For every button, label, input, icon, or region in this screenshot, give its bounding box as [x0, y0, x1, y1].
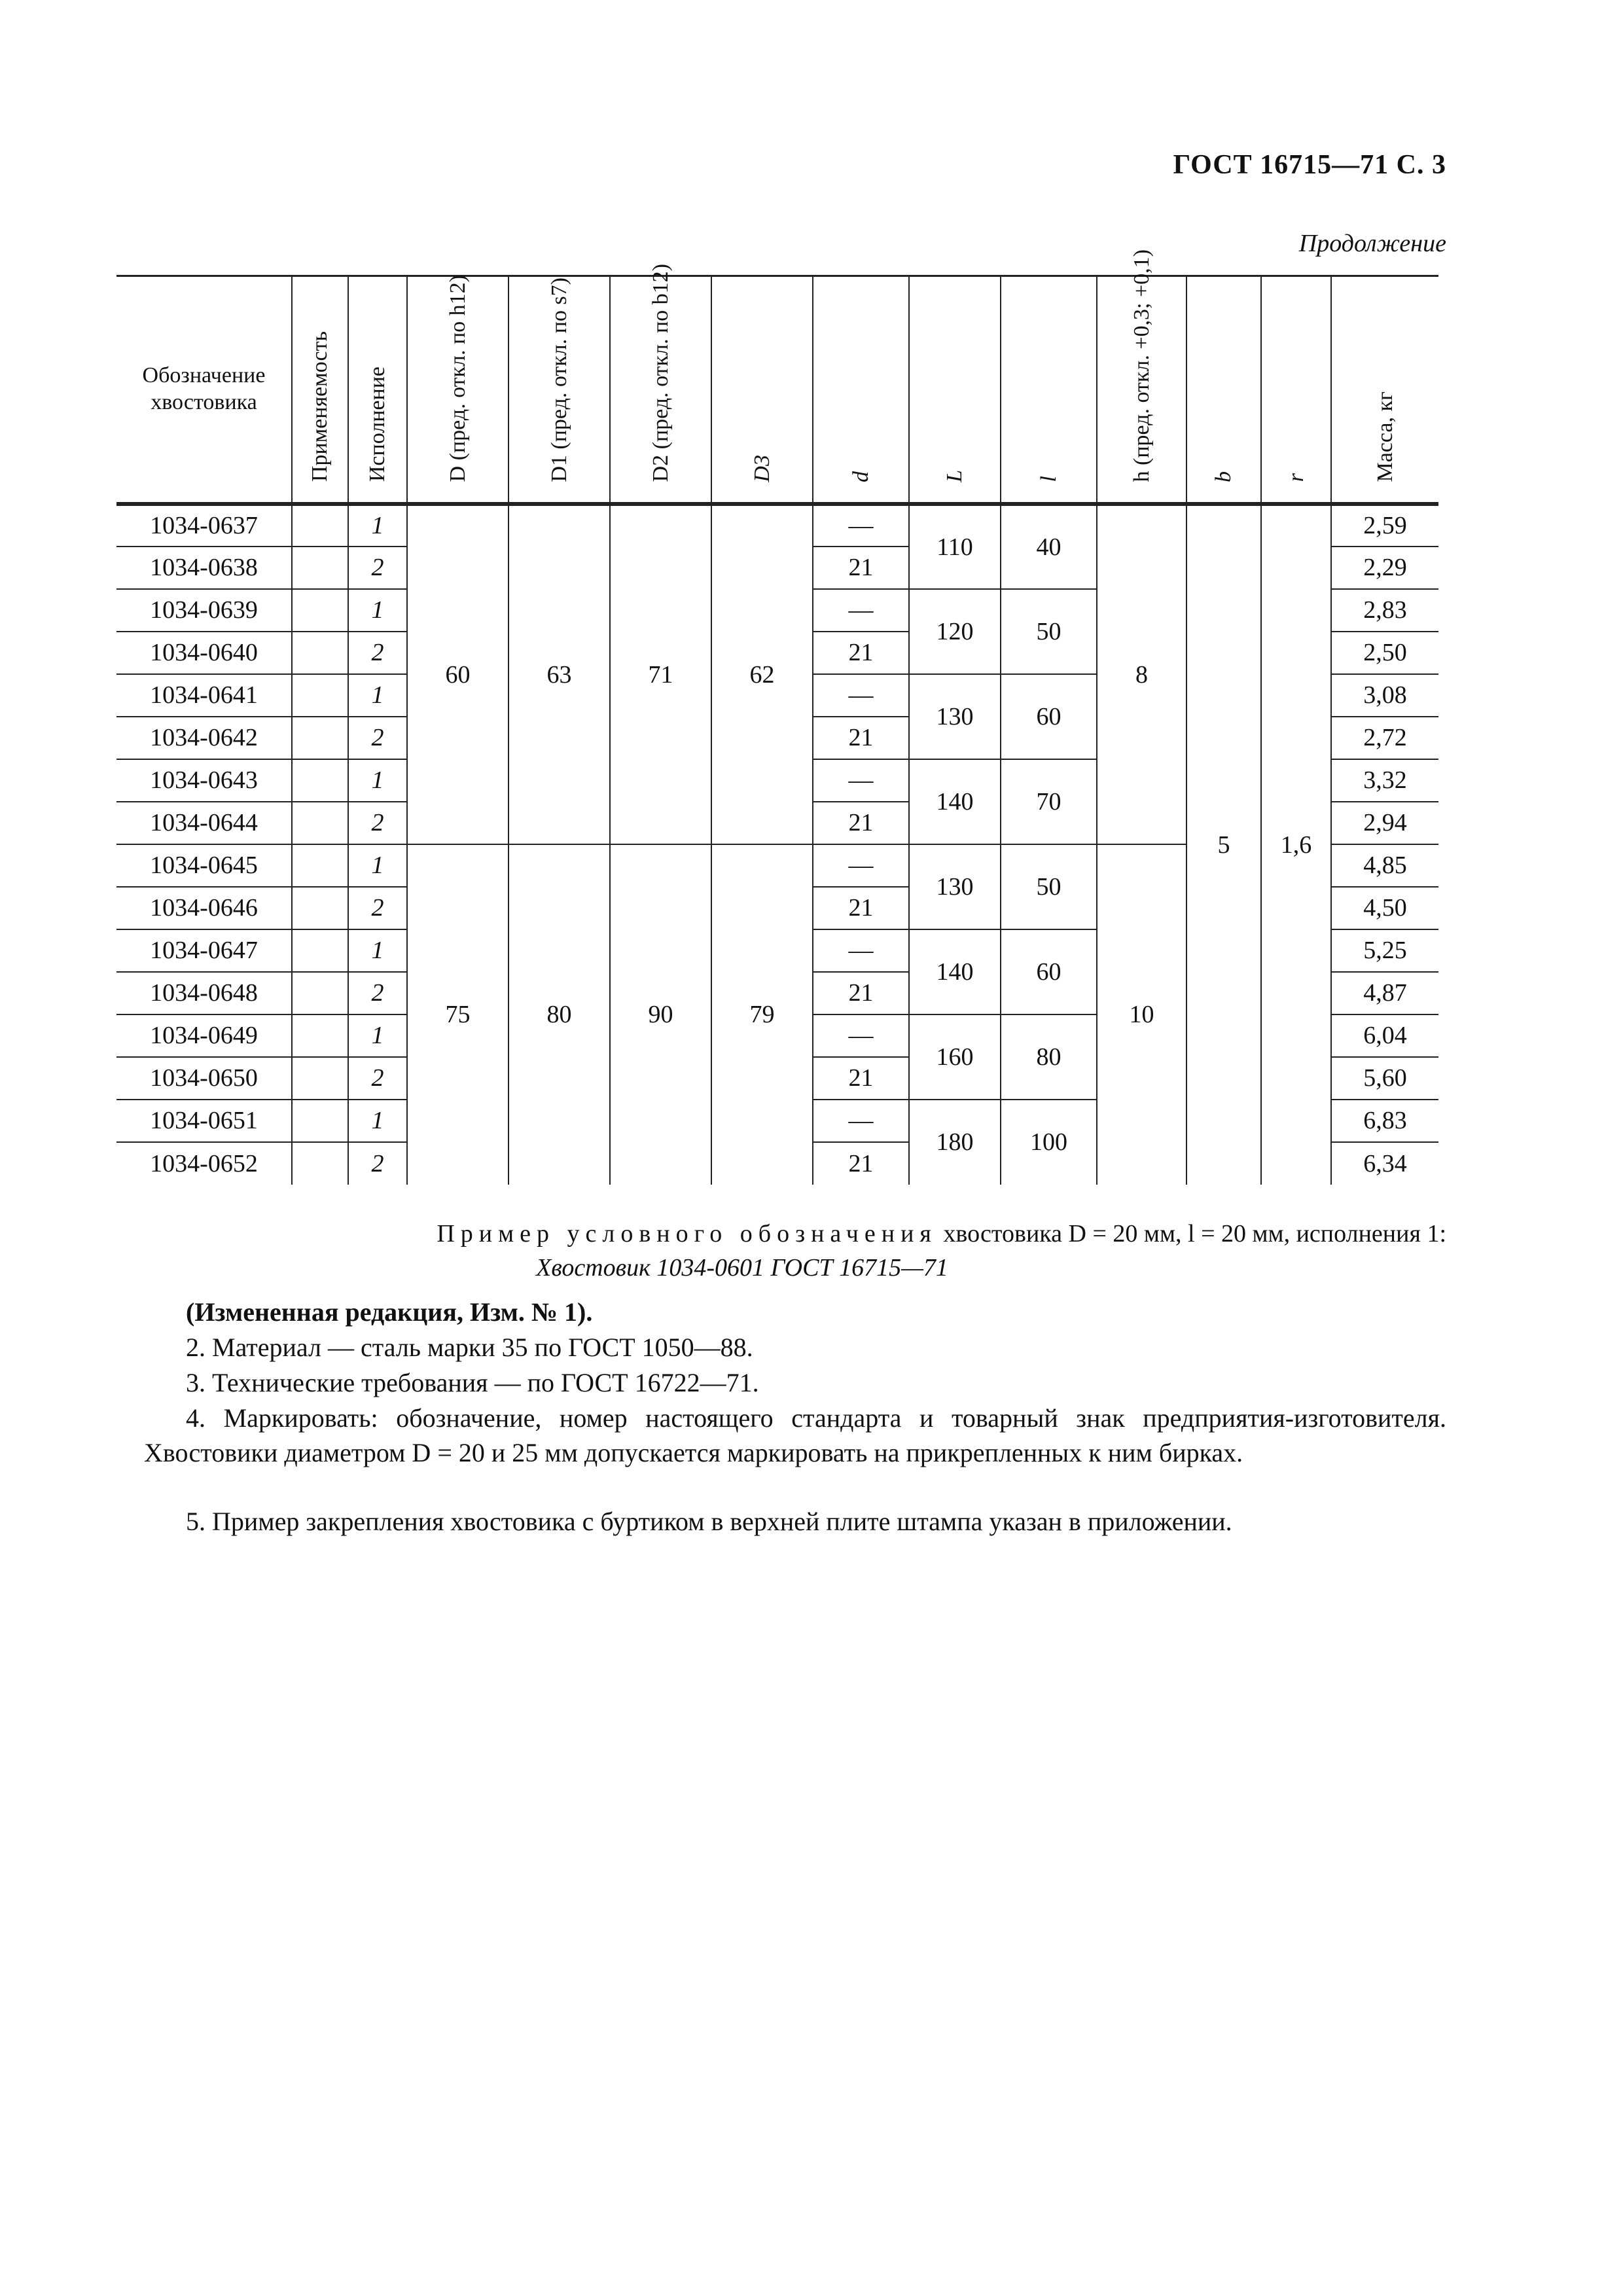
- header-version: Исполнение: [348, 276, 407, 504]
- cell-designation: 1034-0643: [116, 759, 292, 802]
- cell-version: 2: [348, 717, 407, 759]
- header-r: r: [1261, 276, 1331, 504]
- cell-mass: 2,72: [1331, 717, 1438, 759]
- cell-version: 1: [348, 759, 407, 802]
- cell-h: 8: [1097, 504, 1186, 844]
- cell-d: —: [813, 844, 909, 887]
- cell-L: 140: [909, 929, 1001, 1014]
- cell-d: 21: [813, 632, 909, 674]
- cell-D3: 79: [711, 844, 813, 1185]
- table-body: [116, 504, 1438, 1185]
- header-mass: Масса, кг: [1331, 276, 1438, 504]
- cell-version: 1: [348, 1100, 407, 1142]
- cell-version: 2: [348, 632, 407, 674]
- cell-D: 60: [407, 504, 508, 844]
- cell-d: —: [813, 759, 909, 802]
- cell-r: 1,6: [1261, 504, 1331, 1185]
- cell-D2: 90: [610, 844, 711, 1185]
- header-b: b: [1186, 276, 1261, 504]
- cell-mass: 3,32: [1331, 759, 1438, 802]
- cell-l: 80: [1001, 1014, 1097, 1100]
- cell-l: 50: [1001, 589, 1097, 674]
- cell-mass: 5,25: [1331, 929, 1438, 972]
- cell-version: 2: [348, 1142, 407, 1185]
- cell-L: 110: [909, 504, 1001, 589]
- header-applicability: Применяемость: [292, 276, 348, 504]
- cell-l: 40: [1001, 504, 1097, 589]
- cell-L: 160: [909, 1014, 1001, 1100]
- example-line: [186, 1219, 1446, 1248]
- cell-applicability: [292, 632, 348, 674]
- cell-applicability: [292, 802, 348, 844]
- cell-d: —: [813, 504, 909, 547]
- example-text: хвостовика D = 20 мм, l = 20 мм, исполнения 1:: [936, 1220, 1446, 1247]
- header-D: D (пред. откл. по h12): [407, 276, 508, 504]
- cell-designation: 1034-0637: [150, 512, 258, 539]
- header-D1: D1 (пред. откл. по s7): [508, 276, 610, 504]
- cell-mass: 5,60: [1331, 1057, 1438, 1100]
- note-marking: 4. Маркировать: обозначение, номер настоящего стандарта и товарный знак предприятия-изготовителя. Хвостовики диаметром D = 20 и 25 мм допускается маркировать на прикрепленных к ним бирках.: [144, 1403, 1446, 1467]
- example-designation: Хвостовик 1034-0601 ГОСТ 16715—71: [536, 1254, 948, 1282]
- header-l: l: [1001, 276, 1097, 504]
- cell-mass: 4,87: [1331, 972, 1438, 1014]
- cell-L: 130: [909, 844, 1001, 929]
- cell-d: 21: [813, 1057, 909, 1100]
- example-lead: Пример условного обозначения: [437, 1220, 937, 1247]
- cell-applicability: [292, 1057, 348, 1100]
- header-D2: D2 (пред. откл. по b12): [610, 276, 711, 504]
- cell-l: 50: [1001, 844, 1097, 929]
- cell-d: —: [813, 1100, 909, 1142]
- cell-d: 21: [813, 547, 909, 589]
- cell-applicability: [292, 844, 348, 887]
- cell-applicability: [292, 1142, 348, 1185]
- cell-D1: 80: [508, 844, 610, 1185]
- cell-l: 70: [1001, 759, 1097, 844]
- cell-D1: 63: [508, 504, 610, 844]
- cell-version: 2: [348, 547, 407, 589]
- cell-D: 75: [407, 844, 508, 1185]
- cell-applicability: [292, 972, 348, 1014]
- cell-designation: 1034-0646: [116, 887, 292, 929]
- cell-version: 2: [348, 887, 407, 929]
- cell-designation: 1034-0642: [116, 717, 292, 759]
- cell-D2: 71: [610, 504, 711, 844]
- cell-designation: 1034-0640: [116, 632, 292, 674]
- cell-designation: 1034-0648: [116, 972, 292, 1014]
- continuation-label: Продолжение: [1298, 230, 1446, 257]
- specification-table: [116, 249, 1438, 1185]
- cell-h: 10: [1097, 844, 1186, 1185]
- cell-version: 1: [348, 504, 407, 547]
- cell-version: 1: [348, 1014, 407, 1057]
- header-L: L: [909, 276, 1001, 504]
- cell-version: 1: [348, 674, 407, 717]
- cell-mass: 2,94: [1331, 802, 1438, 844]
- cell-applicability: [292, 504, 348, 547]
- page-header: ГОСТ 16715—71 С. 3: [1173, 150, 1446, 180]
- cell-d: —: [813, 1014, 909, 1057]
- cell-designation: 1034-0641: [116, 674, 292, 717]
- cell-applicability: [292, 547, 348, 589]
- table-row: [116, 504, 1438, 547]
- cell-designation: 1034-0652: [116, 1142, 292, 1185]
- cell-mass: 2,83: [1331, 589, 1438, 632]
- cell-mass: 2,59: [1331, 504, 1438, 547]
- cell-designation: 1034-0649: [116, 1014, 292, 1057]
- cell-d: 21: [813, 972, 909, 1014]
- cell-applicability: [292, 717, 348, 759]
- table-header-row: [116, 276, 1438, 504]
- cell-designation: 1034-0639: [116, 589, 292, 632]
- cell-l: 60: [1001, 674, 1097, 759]
- cell-d: —: [813, 929, 909, 972]
- cell-l: 60: [1001, 929, 1097, 1014]
- cell-mass: 4,50: [1331, 887, 1438, 929]
- cell-mass: 6,34: [1331, 1142, 1438, 1185]
- cell-d: 21: [813, 802, 909, 844]
- note-requirements: 3. Технические требования — по ГОСТ 16722—71.: [186, 1368, 759, 1397]
- cell-applicability: [292, 674, 348, 717]
- cell-mass: 3,08: [1331, 674, 1438, 717]
- cell-version: 2: [348, 802, 407, 844]
- header-h: h (пред. откл. +0,3; +0,1): [1097, 276, 1186, 504]
- cell-L: 140: [909, 759, 1001, 844]
- note-example: 5. Пример закрепления хвостовика с буртиком в верхней плите штампа указан в приложении.: [186, 1507, 1232, 1536]
- cell-mass: 6,04: [1331, 1014, 1438, 1057]
- header-designation: Обозначение хвостовика: [116, 276, 292, 504]
- cell-l: 100: [1001, 1100, 1097, 1185]
- cell-designation: 1034-0651: [116, 1100, 292, 1142]
- cell-mass: 6,83: [1331, 1100, 1438, 1142]
- cell-designation: 1034-0647: [116, 929, 292, 972]
- cell-version: 2: [348, 1057, 407, 1100]
- cell-applicability: [292, 589, 348, 632]
- cell-d: 21: [813, 1142, 909, 1185]
- cell-designation: 1034-0644: [116, 802, 292, 844]
- cell-d: —: [813, 589, 909, 632]
- cell-version: 2: [348, 972, 407, 1014]
- cell-designation: 1034-0650: [116, 1057, 292, 1100]
- cell-version: 1: [348, 844, 407, 887]
- cell-version: 1: [348, 589, 407, 632]
- cell-mass: 2,50: [1331, 632, 1438, 674]
- cell-d: 21: [813, 887, 909, 929]
- cell-L: 120: [909, 589, 1001, 674]
- cell-applicability: [292, 1100, 348, 1142]
- cell-designation: 1034-0645: [116, 844, 292, 887]
- cell-designation: 1034-0638: [116, 547, 292, 589]
- cell-d: 21: [813, 717, 909, 759]
- cell-d: —: [813, 674, 909, 717]
- cell-D3: 62: [711, 504, 813, 844]
- cell-L: 130: [909, 674, 1001, 759]
- cell-applicability: [292, 759, 348, 802]
- cell-mass: 4,85: [1331, 844, 1438, 887]
- header-d: d: [813, 276, 909, 504]
- cell-b: 5: [1186, 504, 1261, 1185]
- cell-mass: 2,29: [1331, 547, 1438, 589]
- cell-applicability: [292, 1014, 348, 1057]
- revision-note: (Измененная редакция, Изм. № 1).: [186, 1297, 593, 1327]
- header-D3: D3: [711, 276, 813, 504]
- cell-version: 1: [348, 929, 407, 972]
- cell-applicability: [292, 929, 348, 972]
- cell-L: 180: [909, 1100, 1001, 1185]
- cell-applicability: [292, 887, 348, 929]
- note-material: 2. Материал — сталь марки 35 по ГОСТ 1050—88.: [186, 1333, 753, 1362]
